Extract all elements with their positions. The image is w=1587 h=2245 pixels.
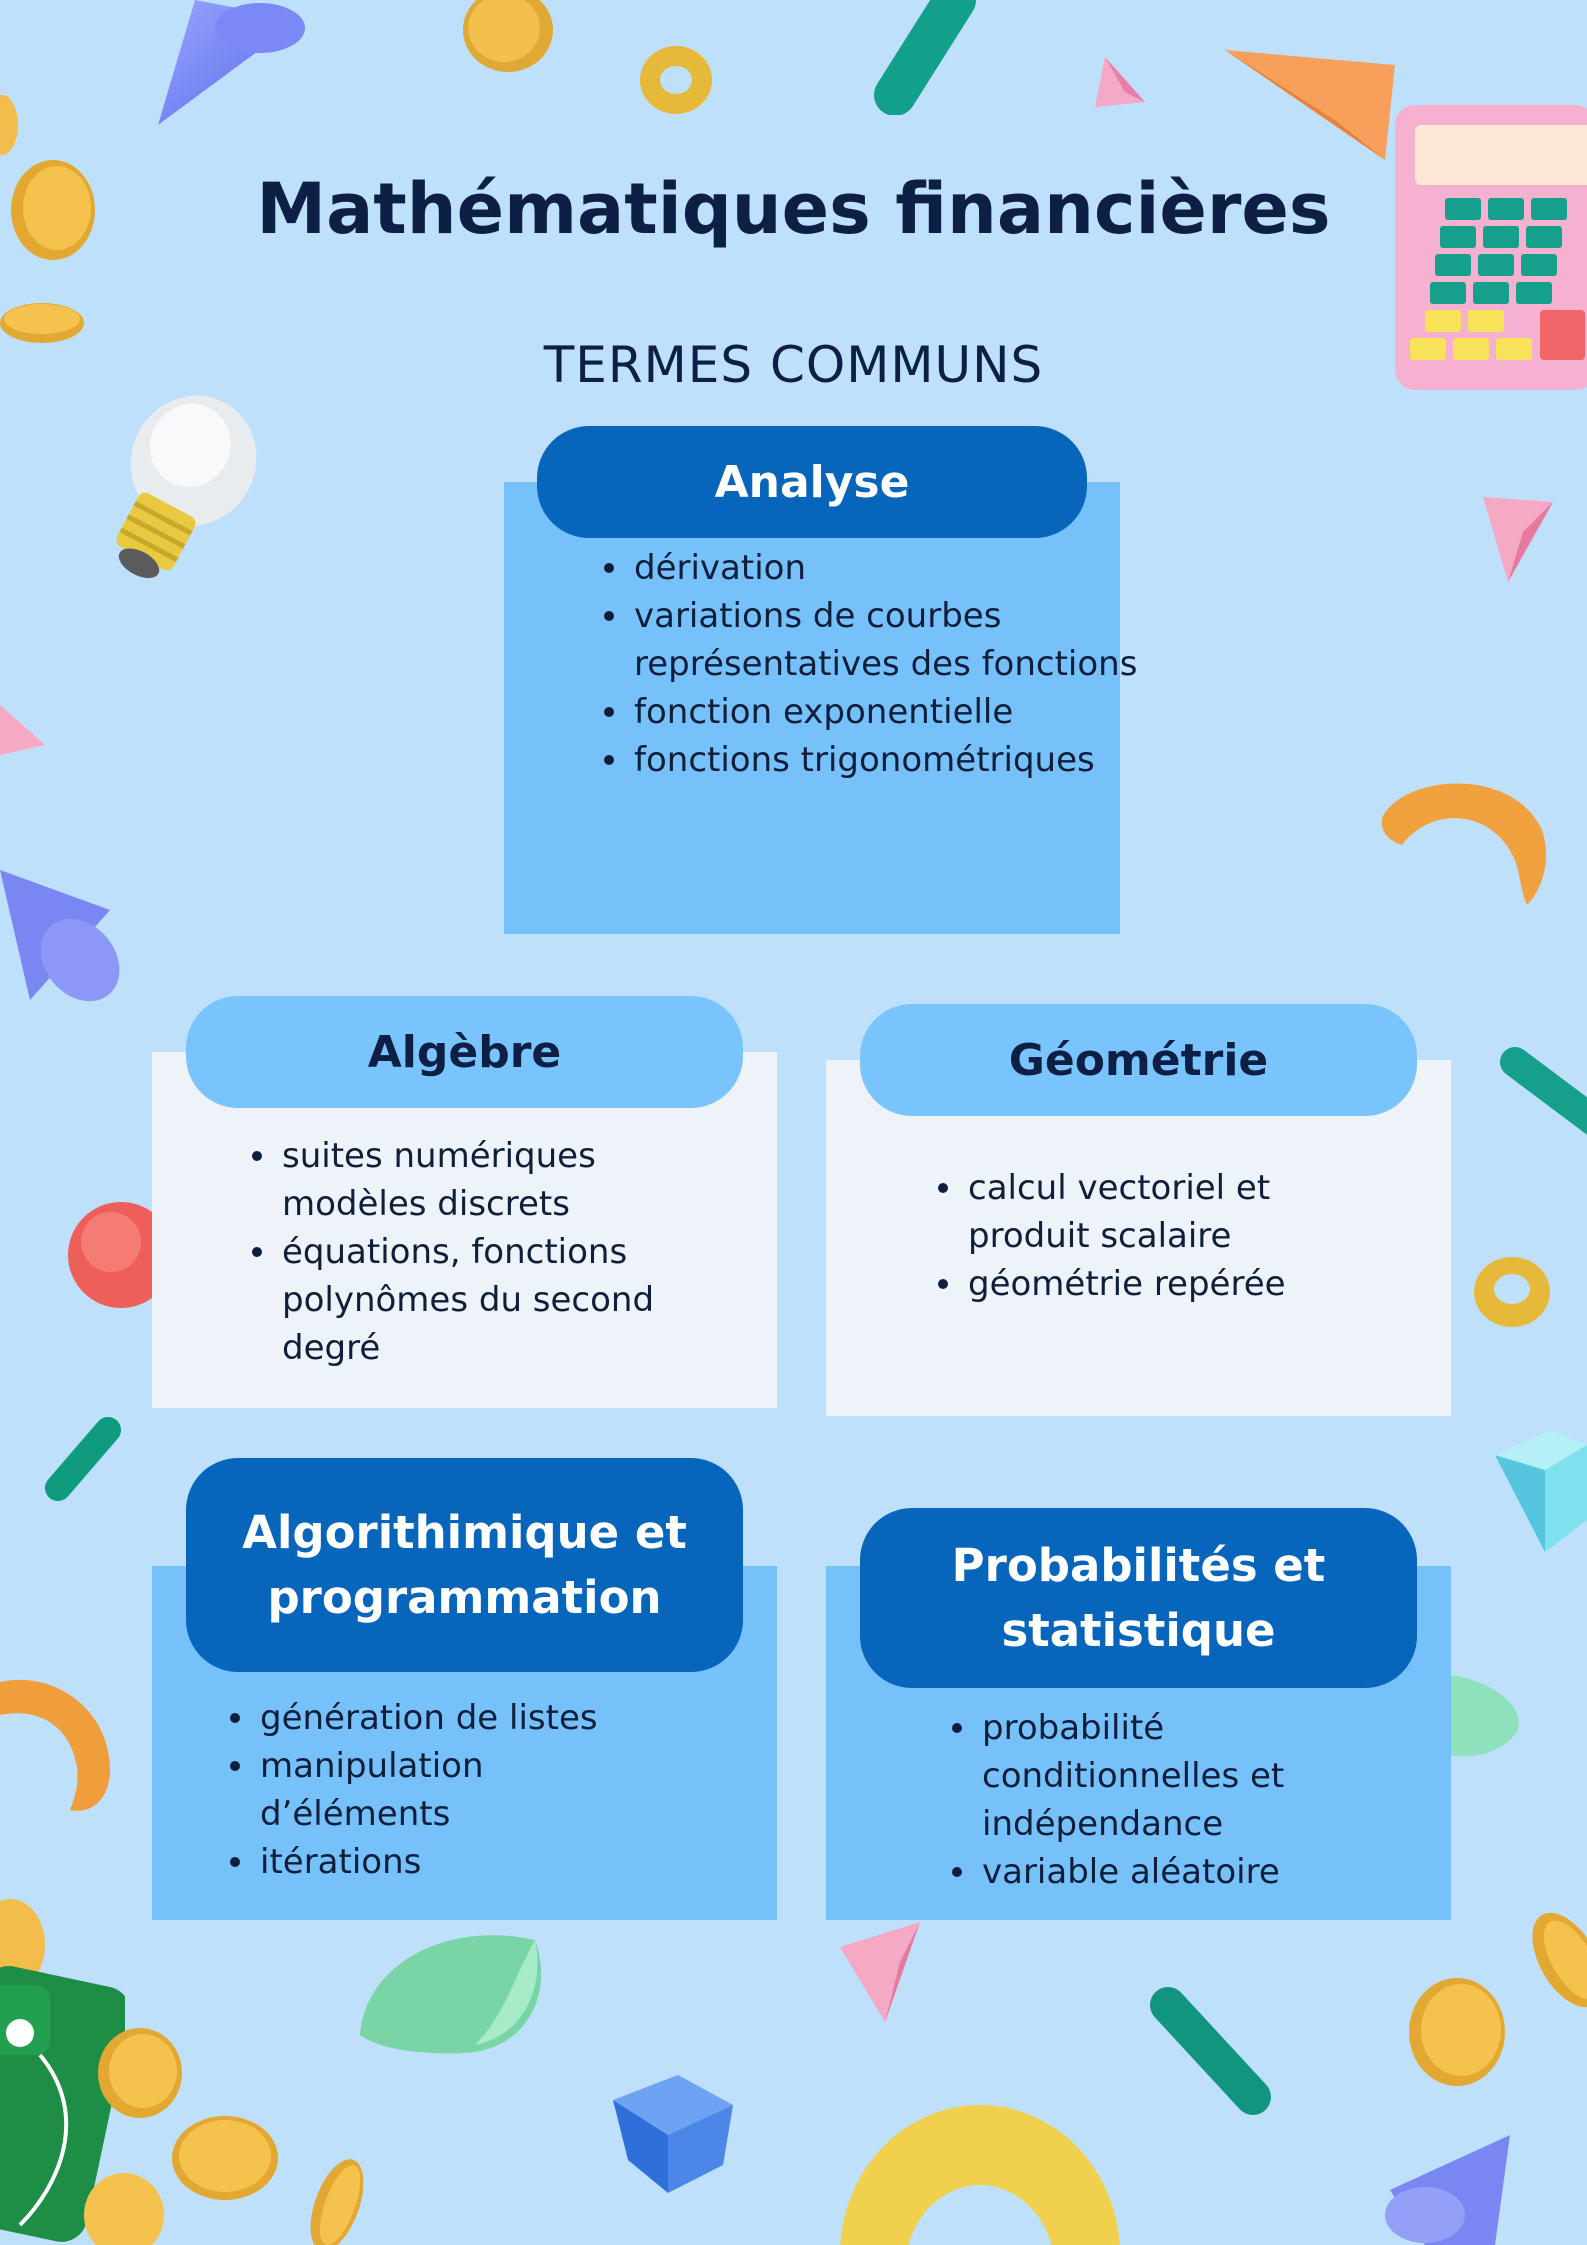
card-list bbox=[208, 1694, 800, 1886]
list-item: génération de listes bbox=[260, 1694, 800, 1742]
coin-icon bbox=[1520, 1905, 1587, 2015]
card-probabilites bbox=[826, 1508, 1451, 1920]
list-item: variations de courbes représentatives des fonctions bbox=[634, 592, 1154, 688]
list-item: fonction exponentielle bbox=[634, 688, 1154, 736]
cylinder-icon bbox=[1148, 1985, 1273, 2120]
cone-icon bbox=[0, 865, 120, 1005]
torus-icon bbox=[0, 1670, 115, 1820]
hemisphere-icon bbox=[355, 1925, 550, 2055]
card-list bbox=[230, 1132, 802, 1372]
list-item: variable aléatoire bbox=[982, 1848, 1482, 1896]
page-title: Mathématiques financières bbox=[256, 168, 1331, 250]
cone-icon bbox=[150, 0, 310, 130]
cone-icon bbox=[1385, 2135, 1515, 2245]
torus-icon bbox=[1472, 1255, 1552, 1330]
list-item: calcul vectoriel et produit scalaire bbox=[968, 1164, 1328, 1260]
card-heading: Géométrie bbox=[860, 1004, 1417, 1116]
card-algorithmique bbox=[152, 1458, 777, 1920]
card-heading: Analyse bbox=[537, 426, 1087, 538]
torus-icon bbox=[636, 40, 716, 120]
torus-icon bbox=[1372, 770, 1557, 920]
card-heading: Probabilités et statistique bbox=[860, 1508, 1417, 1688]
torus-icon bbox=[840, 2095, 1120, 2245]
coin-icon bbox=[170, 2113, 280, 2203]
coin-icon bbox=[458, 0, 558, 80]
list-item: manipulation d’éléments bbox=[260, 1742, 520, 1838]
list-item: fonctions trigonométriques bbox=[634, 736, 1154, 784]
cylinder-icon bbox=[1500, 1040, 1587, 1140]
cube-icon bbox=[608, 2065, 738, 2195]
coin-icon bbox=[95, 2025, 185, 2120]
card-list bbox=[916, 1164, 1478, 1308]
coin-icon bbox=[302, 2150, 372, 2245]
list-item: géométrie repérée bbox=[968, 1260, 1478, 1308]
list-item: probabilité conditionnelles et indépendance bbox=[982, 1704, 1342, 1848]
card-geometrie bbox=[826, 1004, 1451, 1416]
coin-icon bbox=[82, 2165, 167, 2245]
pyramid-icon bbox=[1478, 492, 1558, 587]
pyramid-icon bbox=[1090, 52, 1150, 112]
card-algebre bbox=[152, 996, 777, 1408]
paper-plane-icon bbox=[1225, 45, 1400, 165]
list-item: itérations bbox=[260, 1838, 800, 1886]
list-item: dérivation bbox=[634, 544, 1154, 592]
card-heading: Algèbre bbox=[186, 996, 743, 1108]
page-subtitle: TERMES COMMUNS bbox=[543, 336, 1044, 394]
card-list bbox=[582, 544, 1154, 784]
coin-icon bbox=[0, 90, 20, 160]
pyramid-icon bbox=[840, 1922, 925, 2027]
card-heading: Algorithimique et programmation bbox=[186, 1458, 743, 1672]
pyramid-icon bbox=[0, 700, 50, 760]
coin-icon bbox=[1405, 1975, 1510, 2090]
cylinder-icon bbox=[40, 1412, 125, 1504]
list-item: suites numériques modèles discrets bbox=[282, 1132, 642, 1228]
card-analyse bbox=[504, 426, 1138, 934]
card-list bbox=[930, 1704, 1482, 1896]
gem-icon bbox=[1490, 1430, 1587, 1555]
cylinder-icon bbox=[870, 0, 980, 115]
list-item: équations, fonctions polynômes du second degré bbox=[282, 1228, 732, 1372]
light-bulb-icon bbox=[70, 385, 270, 625]
